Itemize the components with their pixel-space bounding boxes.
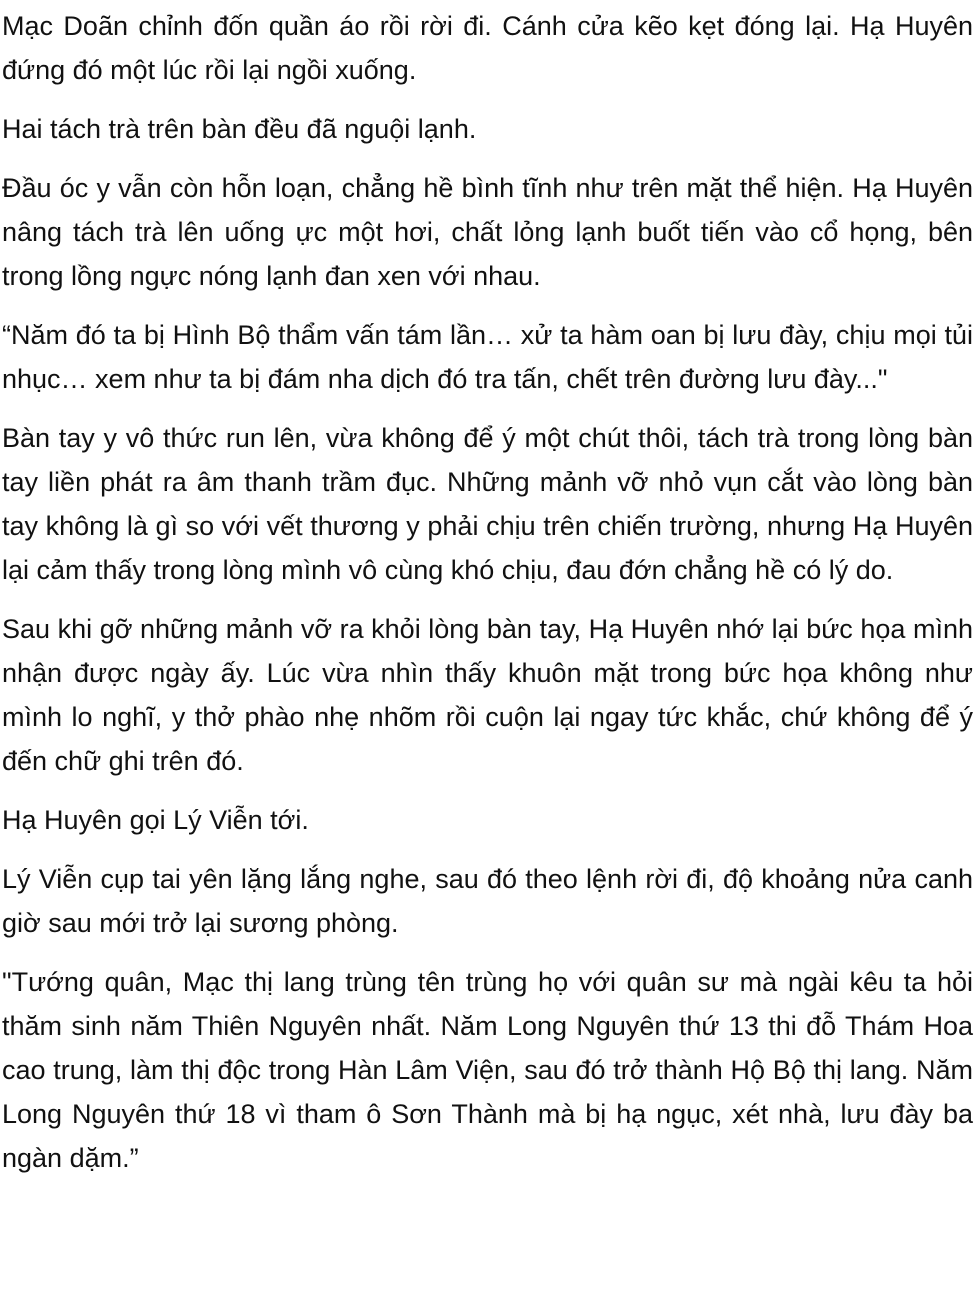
- paragraph: Mạc Doãn chỉnh đốn quần áo rồi rời đi. Cánh cửa kẽo kẹt đóng lại. Hạ Huyên đứng đó một lúc rồi lại ngồi xuống.: [2, 11, 973, 85]
- paragraph: Hạ Huyên gọi Lý Viễn tới.: [2, 805, 309, 835]
- paragraph: Sau khi gỡ những mảnh vỡ ra khỏi lòng bàn tay, Hạ Huyên nhớ lại bức họa mình nhận được ngày ấy. Lúc vừa nhìn thấy khuôn mặt trong bức họa không như mình lo nghĩ, y thở phào nhẹ nhõm rồi cuộn lại ngay tức khắc, chứ không để ý đến chữ ghi trên đó.: [2, 614, 973, 776]
- paragraph: Lý Viễn cụp tai yên lặng lắng nghe, sau đó theo lệnh rời đi, độ khoảng nửa canh giờ sau mới trở lại sương phòng.: [2, 864, 973, 938]
- paragraph: Bàn tay y vô thức run lên, vừa không để ý một chút thôi, tách trà trong lòng bàn tay liền phát ra âm thanh trầm đục. Những mảnh vỡ nhỏ vụn cắt vào lòng bàn tay không là gì so với vết thương y phải chịu trên chiến trường, nhưng Hạ Huyên lại cảm thấy trong lòng mình vô cùng khó chịu, đau đớn chẳng hề có lý do.: [2, 423, 973, 585]
- paragraph: Đầu óc y vẫn còn hỗn loạn, chẳng hề bình tĩnh như trên mặt thể hiện. Hạ Huyên nâng tách trà lên uống ực một hơi, chất lỏng lạnh buốt tiến vào cổ họng, bên trong lồng ngực nóng lạnh đan xen với nhau.: [2, 173, 973, 291]
- paragraph: “Năm đó ta bị Hình Bộ thẩm vấn tám lần… xử ta hàm oan bị lưu đày, chịu mọi tủi nhục… xem như ta bị đám nha dịch đó tra tấn, chết trên đường lưu đày...": [2, 320, 973, 394]
- paragraph: Hai tách trà trên bàn đều đã nguội lạnh.: [2, 114, 477, 144]
- paragraph: "Tướng quân, Mạc thị lang trùng tên trùng họ với quân sư mà ngài kêu ta hỏi thăm sinh năm Thiên Nguyên nhất. Năm Long Nguyên thứ 13 thi đỗ Thám Hoa cao trung, làm thị độc trong Hàn Lâm Viện, sau đó trở thành Hộ Bộ thị lang. Năm Long Nguyên thứ 18 vì tham ô Sơn Thành mà bị hạ ngục, xét nhà, lưu đày ba ngàn dặm.”: [2, 967, 973, 1173]
